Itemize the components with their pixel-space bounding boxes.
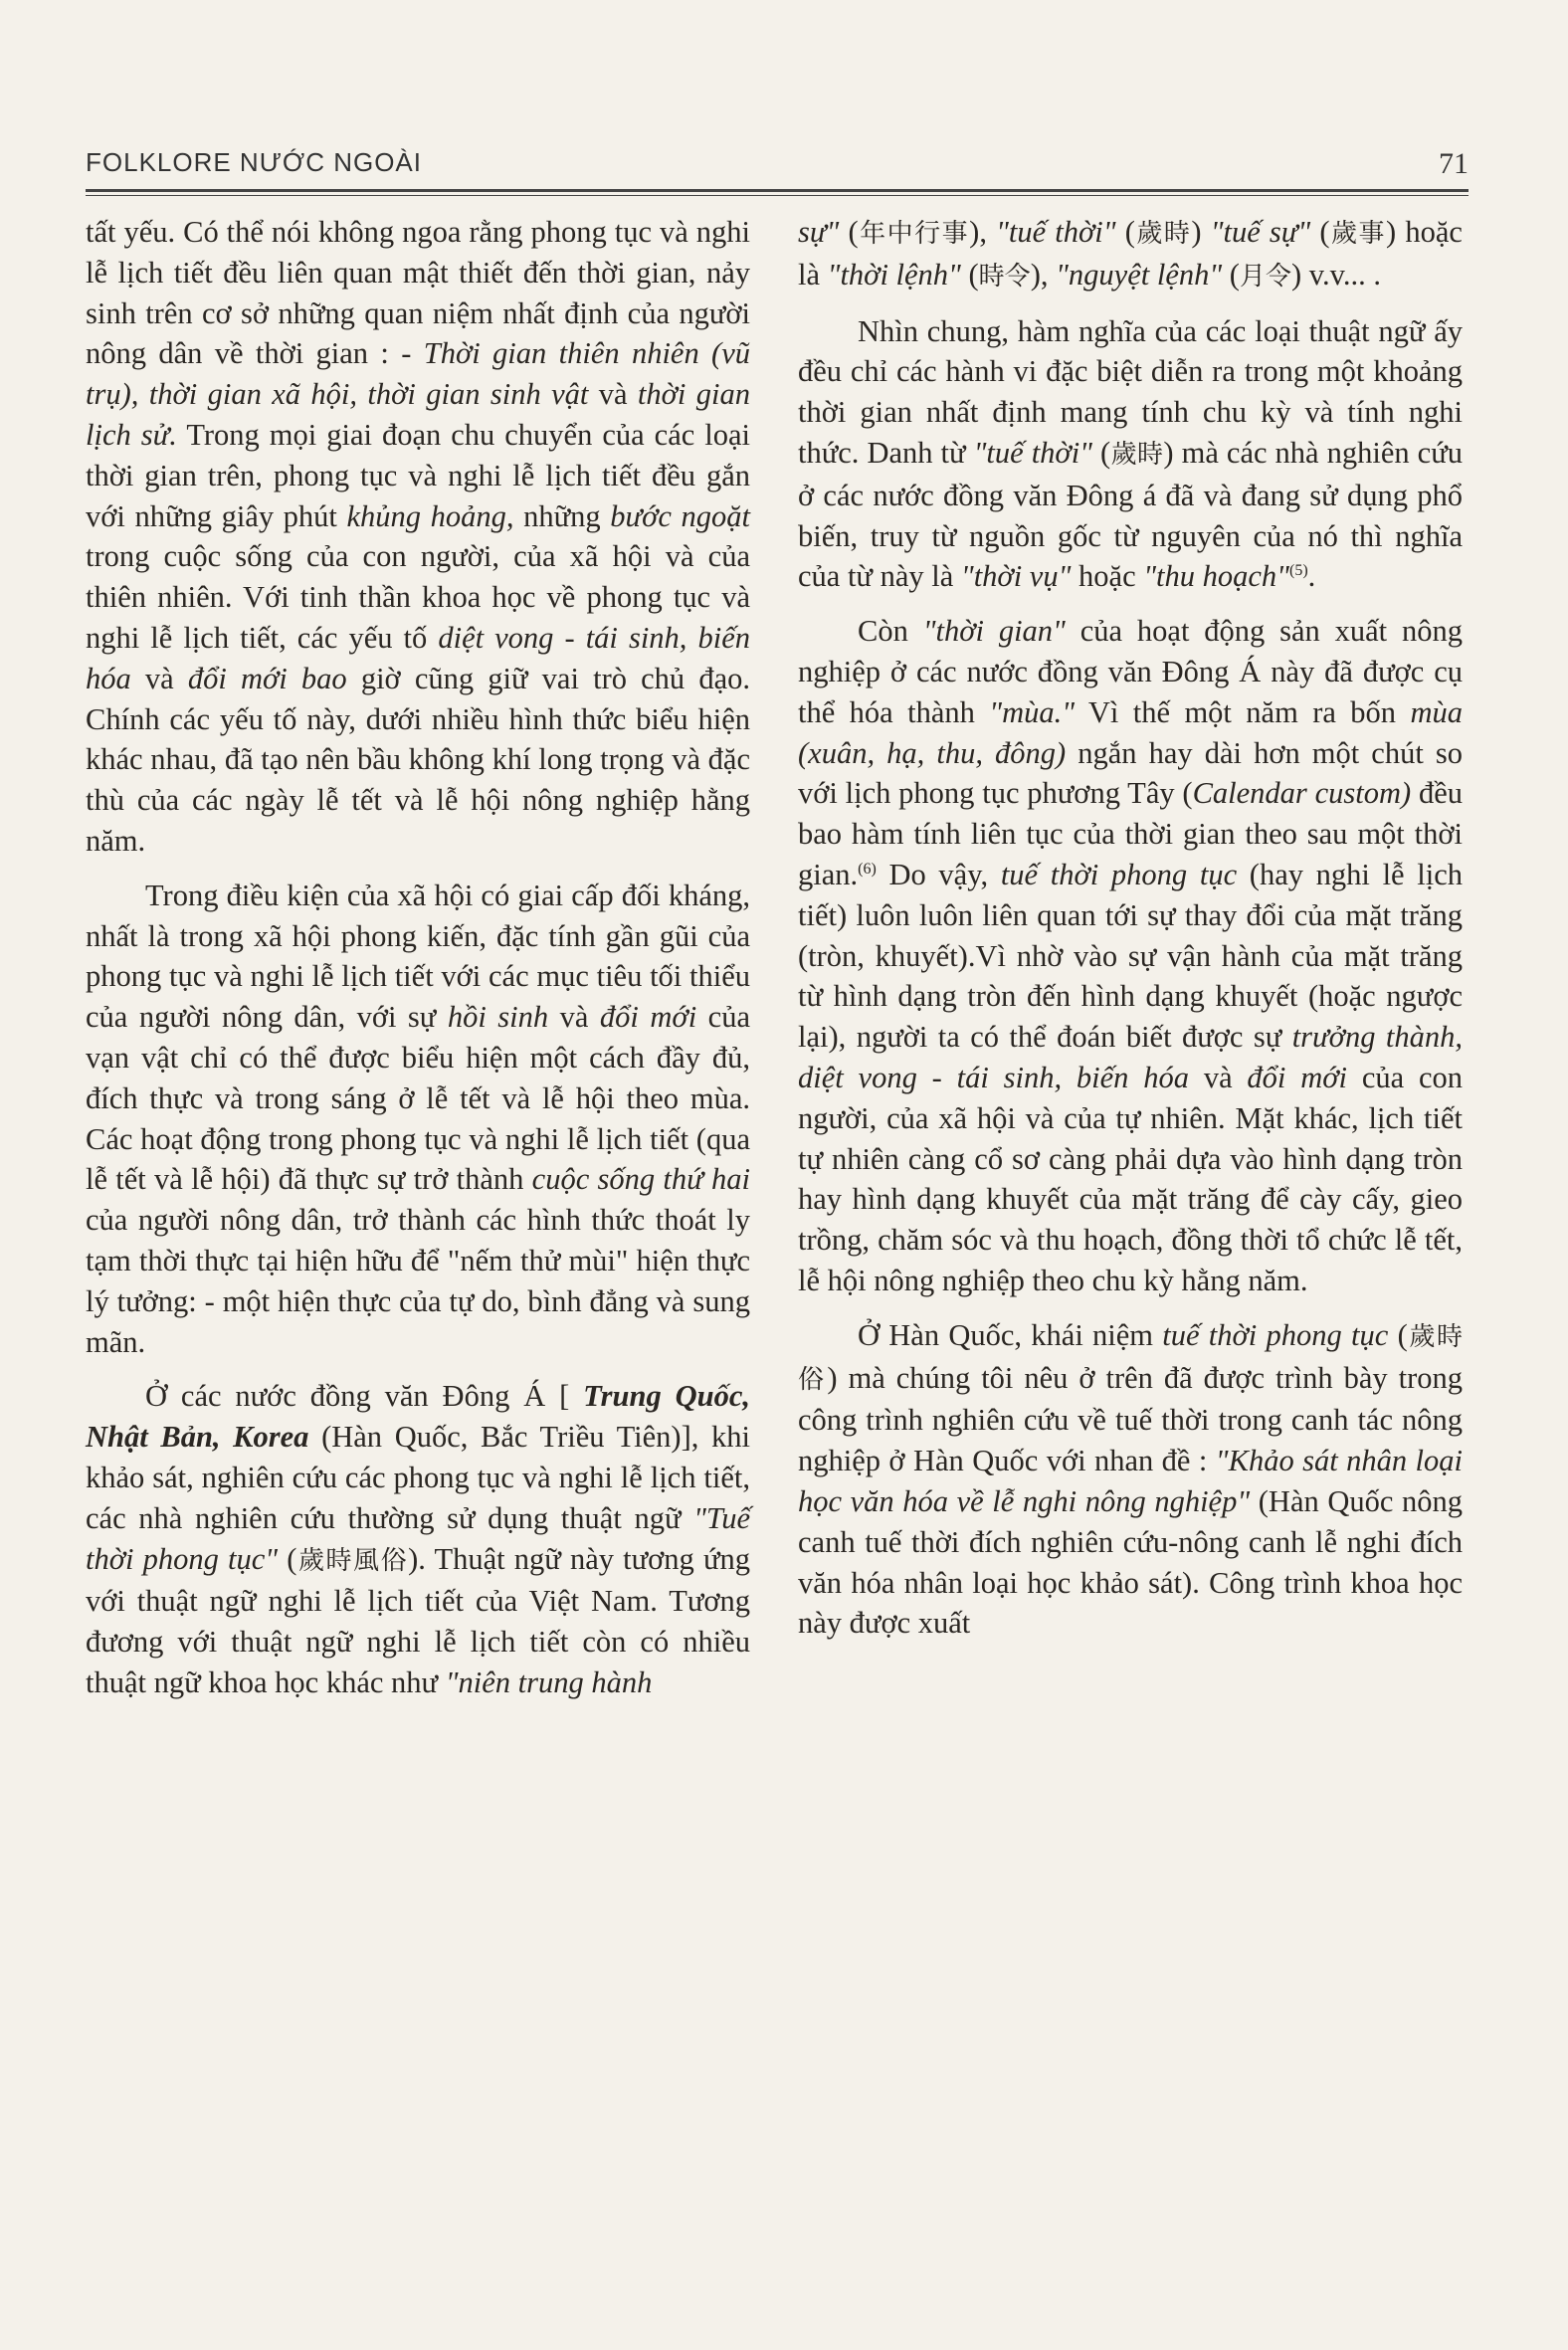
page-number: 71 bbox=[1439, 147, 1469, 180]
paragraph: sự" (年中行事), "tuế thời" (歲時) "tuế sự" (歲事) hoặc là "thời lệnh" (時令), "nguyệt lệnh" (月令) v.v... . bbox=[798, 215, 1463, 292]
journal-title: FOLKLORE NƯỚC NGOÀI bbox=[86, 147, 422, 177]
footnote-marker: (5) bbox=[1289, 562, 1308, 580]
paragraph: Ở Hàn Quốc, khái niệm tuế thời phong tục (歲時俗) mà chúng tôi nêu ở trên đã được trình bày trong công trình nghiên cứu về tuế thời trong canh tác nông nghiệp ở Hàn Quốc với nhan đề : "Khảo sát nhân loại học văn hóa về lễ nghi nông nghiệp" (Hàn Quốc nông canh tuế thời đích nghiên cứu-nông canh lễ nghi đích văn hóa nhân loại học khảo sát). Công trình khoa học này được xuất bbox=[798, 1317, 1464, 1641]
left-column bbox=[86, 212, 750, 1703]
paragraph: Trong điều kiện của xã hội có giai cấp đối kháng, nhất là trong xã hội phong kiến, đặc tính gần gũi của phong tục và nghi lễ lịch tiết với các mục tiêu tối thiểu của người nông dân, với sự hồi sinh và đổi mới của vạn vật chỉ có thể được biểu hiện một cách đầy đủ, đích thực và trong sáng ở lễ tết và lễ hội theo mùa. Các hoạt động trong phong tục và nghi lễ lịch tiết (qua lễ tết và lễ hội) đã thực sự trở thành cuộc sống thứ hai của người nông dân, trở thành các hình thức thoát ly tạm thời thực tại hiện hữu để "nếm thử mùi" hiện thực lý tưởng: - một hiện thực của tự do, bình đẳng và sung mãn. bbox=[86, 878, 750, 1359]
paragraph: Nhìn chung, hàm nghĩa của các loại thuật ngữ ấy đều chỉ các hành vi đặc biệt diễn ra trong một khoảng thời gian nhất định mang tính chu kỳ và tính nghi thức. Danh từ "tuế thời" (歲時) mà các nhà nghiên cứu ở các nước đồng văn Đông á đã và đang sử dụng phổ biến, truy từ nguồn gốc từ nguyên của nó thì nghĩa của từ này là "thời vụ" hoặc "thu hoạch"$^{(5)}$. bbox=[798, 313, 1463, 594]
paragraph: Ở các nước đồng văn Đông Á [ Trung Quốc, Nhật Bản, Korea (Hàn Quốc, Bắc Triều Tiên)], khi khảo sát, nghiên cứu các phong tục và nghi lễ lịch tiết, các nhà nghiên cứu thường sử dụng thuật ngữ "Tuế thời phong tục" (歲時風俗). Thuật ngữ này tương ứng với thuật ngữ nghi lễ lịch tiết của Việt Nam. Tương đương với thuật ngữ nghi lễ lịch tiết còn có nhiều thuật ngữ khoa học khác như "niên trung hành bbox=[86, 1379, 750, 1699]
paragraph: Còn "thời gian" của hoạt động sản xuất nông nghiệp ở các nước đồng văn Đông Á này đã được cụ thể hóa thành "mùa." Vì thế một năm ra bốn mùa (xuân, hạ, thu, đông) ngắn hay dài hơn một chút so với lịch phong tục phương Tây (Calendar custom) đều bao hàm tính liên tục của thời gian theo sau một thời gian.$^{(6)}$ Do vậy, tuế thời phong tục (hay nghi lễ lịch tiết) luôn luôn liên quan tới sự thay đổi của mặt trăng (tròn, khuyết).Vì nhờ vào sự vận hành của mặt trăng từ hình dạng tròn đến hình dạng khuyết (hoặc ngược lại), người ta có thể đoán biết được sự trưởng thành, diệt vong - tái sinh, biến hóa và đổi mới của con người, của xã hội và của tự nhiên. Mặt khác, lịch tiết tự nhiên càng cổ sơ càng phải dựa vào hình dạng tròn hay hình dạng khuyết của mặt trăng để cày cấy, gieo trồng, chăm sóc và thu hoạch, đồng thời tổ chức lễ tết, lễ hội nông nghiệp theo chu kỳ hằng năm. bbox=[798, 614, 1464, 1297]
right-column bbox=[798, 212, 1463, 1644]
header-rule-thick bbox=[86, 189, 1469, 192]
running-header bbox=[86, 147, 1469, 183]
paragraph: tất yếu. Có thể nói không ngoa rằng phong tục và nghi lễ lịch tiết đều liên quan mật thiết đến thời gian, nảy sinh trên cơ sở những quan niệm nhất định của người nông dân về thời gian : - Thời gian thiên nhiên (vũ trụ), thời gian xã hội, thời gian sinh vật và thời gian lịch sử. Trong mọi giai đoạn chu chuyển của các loại thời gian trên, phong tục và nghi lễ lịch tiết đều gắn với những giây phút khủng hoảng, những bước ngoặt trong cuộc sống của con người, của xã hội và của thiên nhiên. Với tinh thần khoa học về phong tục và nghi lễ lịch tiết, các yếu tố diệt vong - tái sinh, biến hóa và đổi mới bao giờ cũng giữ vai trò chủ đạo. Chính các yếu tố này, dưới nhiều hình thức biểu hiện khác nhau, đã tạo nên bầu không khí long trọng và đặc thù của các ngày lễ tết và lễ hội nông nghiệp hằng năm. bbox=[86, 215, 751, 858]
header-rule-thin bbox=[86, 195, 1469, 196]
footnote-marker: (6) bbox=[858, 860, 877, 878]
